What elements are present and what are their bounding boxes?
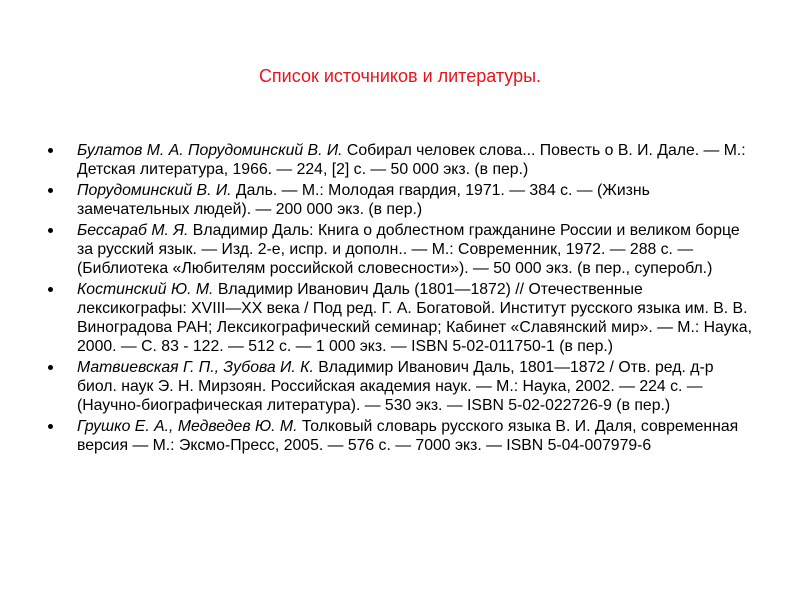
reference-item [48, 417, 754, 455]
reference-item [48, 358, 754, 415]
reference-author: Булатов М. А. Порудоминский В. И. [77, 142, 343, 159]
reference-list [48, 141, 754, 457]
reference-text: Даль. — М.: Молодая гвардия, 1971. — 384 с. — (Жизнь замечательных людей). — 200 000 экз. (в пер.) [77, 182, 650, 218]
bullet-icon [48, 365, 53, 370]
reference-text: Владимир Даль: Книга о доблестном гражданине России и великом борце за русский язык. — Изд. 2-е, испр. и дополн.. — М.: Современник, 1972. — 288 с. — (Библиотека «Любителям российской словесности»). — 50 000 экз. (в пер., суперобл.) [77, 222, 740, 277]
bullet-icon [48, 188, 53, 193]
reference-author: Бессараб М. Я. [77, 222, 189, 239]
reference-item [48, 221, 754, 278]
bullet-icon [48, 287, 53, 292]
reference-text: Толковый словарь русского языка В. И. Даля, современная версия — М.: Эксмо-Пресс, 2005. — 576 с. — 7000 экз. — ISBN 5-04-007979-6 [77, 418, 739, 454]
reference-author: Грушко Е. А., Медведев Ю. М. [77, 418, 298, 435]
reference-item [48, 141, 754, 179]
reference-text: Владимир Иванович Даль, 1801—1872 / Отв. ред. д-р биол. наук Э. Н. Мирзоян. Российская академия наук. — М.: Наука, 2002. — 224 с. — (Научно-биографическая литература). — 530 экз. — ISBN 5-02-022726-9 (в пер.) [77, 359, 714, 414]
reference-author: Матвиевская Г. П., Зубова И. К. [77, 359, 314, 376]
bullet-icon [48, 424, 53, 429]
reference-author: Костинский Ю. М. [77, 281, 214, 298]
bullet-icon [48, 228, 53, 233]
reference-text: Собирал человек слова... Повесть о В. И. Дале. — М.: Детская литература, 1966. — 224, [2] с. — 50 000 экз. (в пер.) [77, 142, 746, 178]
bullet-icon [48, 148, 53, 153]
reference-item [48, 280, 754, 356]
reference-item [48, 181, 754, 219]
reference-text: Владимир Иванович Даль (1801—1872) // Отечественные лексикографы: XVIII—XX века / Под ред. Г. А. Богатовой. Институт русского языка им. В. В. Виноградова РАН; Лексикографический семинар; Кабинет «Славянский мир». — М.: Наука, 2000. — С. 83 - 122. — 512 с. — 1 000 экз. — ISBN 5-02-011750-1 (в пер.) [77, 281, 752, 355]
slide-title: Список источников и литературы. [258, 66, 542, 86]
reference-author: Порудоминский В. И. [77, 182, 232, 199]
